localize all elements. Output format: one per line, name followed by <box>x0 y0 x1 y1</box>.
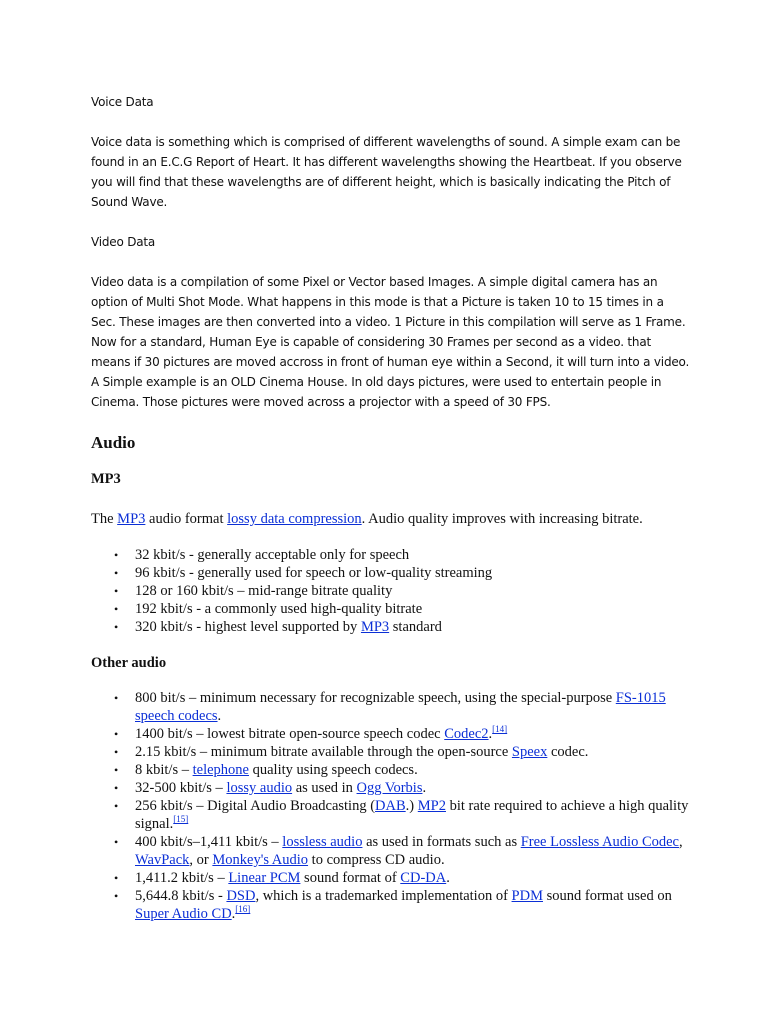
mp3-bitrate-list <box>91 546 691 636</box>
list-item-text: . <box>488 726 493 742</box>
list-item <box>135 618 691 636</box>
telephone-link[interactable]: telephone <box>192 762 249 778</box>
citation-link[interactable]: [14] <box>492 724 508 735</box>
list-item-text: , which is a trademarked implementation of <box>255 888 512 904</box>
list-item-text: 5,644.8 kbit/s - <box>135 888 227 904</box>
list-item <box>135 743 691 761</box>
video-body: Video data is a compilation of some Pixel or Vector based Images. A simple digital camera has an option of Multi Shot Mode. What happens in this mode is that a Picture is taken 10 to 15 times in a Sec. These images are then converted into a video. 1 Picture in this compilation will serve as 1 Frame. Now for a standard, Human Eye is capable of considering 30 Frames per second as a video. that means if 30 pictures are moved accross in front of human eye within a Second, it will turn into a video. A Simple example is an OLD Cinema House. In old days pictures, were used to entertain people in Cinema. Those pictures were moved across a projector with a speed of 30 FPS. <box>91 275 690 409</box>
list-item-text: 32-500 kbit/s – <box>135 780 227 796</box>
lossless-audio-link[interactable]: lossless audio <box>282 834 363 850</box>
list-item-text: 320 kbit/s - highest level supported by <box>135 619 361 635</box>
list-item: • 32 kbit/s - generally acceptable only for speech <box>135 546 691 564</box>
list-item <box>135 833 691 869</box>
dab-link[interactable]: DAB <box>375 798 406 814</box>
list-item-text: . <box>231 906 236 922</box>
list-item-text: as used in formats such as <box>362 834 521 850</box>
video-heading: Video Data <box>91 235 156 249</box>
mp3-heading: MP3 <box>91 471 121 487</box>
super-audio-cd-link[interactable]: Super Audio CD <box>135 906 232 922</box>
list-item-text: sound format of <box>300 870 401 886</box>
list-item-text: 256 kbit/s – Digital Audio Broadcasting ( <box>135 798 376 814</box>
list-item-text: bit rate required to achieve a high quality signal. <box>135 798 689 832</box>
flac-link[interactable]: Free Lossless Audio Codec <box>520 834 679 850</box>
list-item <box>135 725 691 743</box>
list-item-text: 800 bit/s – minimum necessary for recognizable speech, using the special-purpose <box>135 690 616 706</box>
lossy-data-compression-link[interactable]: lossy data compression <box>227 511 362 527</box>
voice-body: Voice data is something which is comprised of different wavelengths of sound. A simple exam can be found in an E.C.G Report of Heart. It has different wavelengths showing the Heartbeat. If you observe you will find that these wavelengths are of different height, which is basically indicating the Pitch of Sound Wave. <box>91 135 682 209</box>
mp3-standard-link[interactable]: MP3 <box>360 619 390 635</box>
mp3-intro-text: . Audio quality improves with increasing bitrate. <box>361 511 643 527</box>
list-item-text: , or <box>189 852 213 868</box>
other-audio-heading: Other audio <box>91 655 167 671</box>
list-item-text: codec. <box>547 744 589 760</box>
monkeys-audio-link[interactable]: Monkey's Audio <box>212 852 309 868</box>
list-item-text: as used in <box>292 780 357 796</box>
list-item-text: .) <box>405 798 418 814</box>
linear-pcm-link[interactable]: Linear PCM <box>228 870 301 886</box>
pdm-link[interactable]: PDM <box>511 888 543 904</box>
wavpack-link[interactable]: WavPack <box>135 852 190 868</box>
list-item-text: . <box>422 780 427 796</box>
ogg-vorbis-link[interactable]: Ogg Vorbis <box>356 780 423 796</box>
speex-link[interactable]: Speex <box>511 744 548 760</box>
codec2-link[interactable]: Codec2 <box>444 726 489 742</box>
list-item-text: quality using speech codecs. <box>248 762 418 778</box>
mp2-link[interactable]: MP2 <box>417 798 446 814</box>
other-audio-list <box>91 689 691 923</box>
citation-link[interactable]: [16] <box>235 904 251 915</box>
list-item <box>135 869 691 887</box>
mp3-intro-text: The <box>91 511 118 527</box>
list-item: • 96 kbit/s - generally used for speech or low-quality streaming <box>135 564 691 582</box>
voice-heading: Voice Data <box>91 95 154 109</box>
list-item <box>135 689 691 725</box>
speech-codecs-link[interactable]: speech codecs <box>135 708 218 724</box>
list-item-text: 2.15 kbit/s – minimum bitrate available through the open-source <box>135 744 512 760</box>
mp3-intro <box>91 510 691 528</box>
citation-link[interactable]: [15] <box>173 814 189 825</box>
list-item-text: . <box>446 870 450 886</box>
list-item-text: . <box>217 708 222 724</box>
dsd-link[interactable]: DSD <box>226 888 256 904</box>
cd-da-link[interactable]: CD-DA <box>400 870 447 886</box>
list-item <box>135 797 691 833</box>
list-item <box>135 761 691 779</box>
list-item-text: 8 kbit/s – <box>135 762 193 778</box>
list-item-text: , <box>679 834 683 850</box>
list-item <box>135 887 691 923</box>
list-item-text: standard <box>389 619 442 635</box>
list-item-text: 1400 bit/s – lowest bitrate open-source speech codec <box>135 726 445 742</box>
list-item-text: 400 kbit/s–1,411 kbit/s – <box>135 834 283 850</box>
document-page <box>91 92 691 923</box>
fs-1015-link[interactable]: FS-1015 <box>615 690 666 706</box>
list-item-text: to compress CD audio. <box>308 852 445 868</box>
audio-heading: Audio <box>91 433 136 452</box>
mp3-link[interactable]: MP3 <box>117 511 146 527</box>
lossy-audio-link[interactable]: lossy audio <box>226 780 293 796</box>
mp3-intro-text: audio format <box>145 511 228 527</box>
list-item: • 192 kbit/s - a commonly used high-quality bitrate <box>135 600 691 618</box>
list-item <box>135 779 691 797</box>
list-item-text: sound format used on <box>542 888 672 904</box>
voice-section <box>91 92 691 412</box>
list-item-text: 1,411.2 kbit/s – <box>135 870 229 886</box>
list-item: • 128 or 160 kbit/s – mid-range bitrate quality <box>135 582 691 600</box>
